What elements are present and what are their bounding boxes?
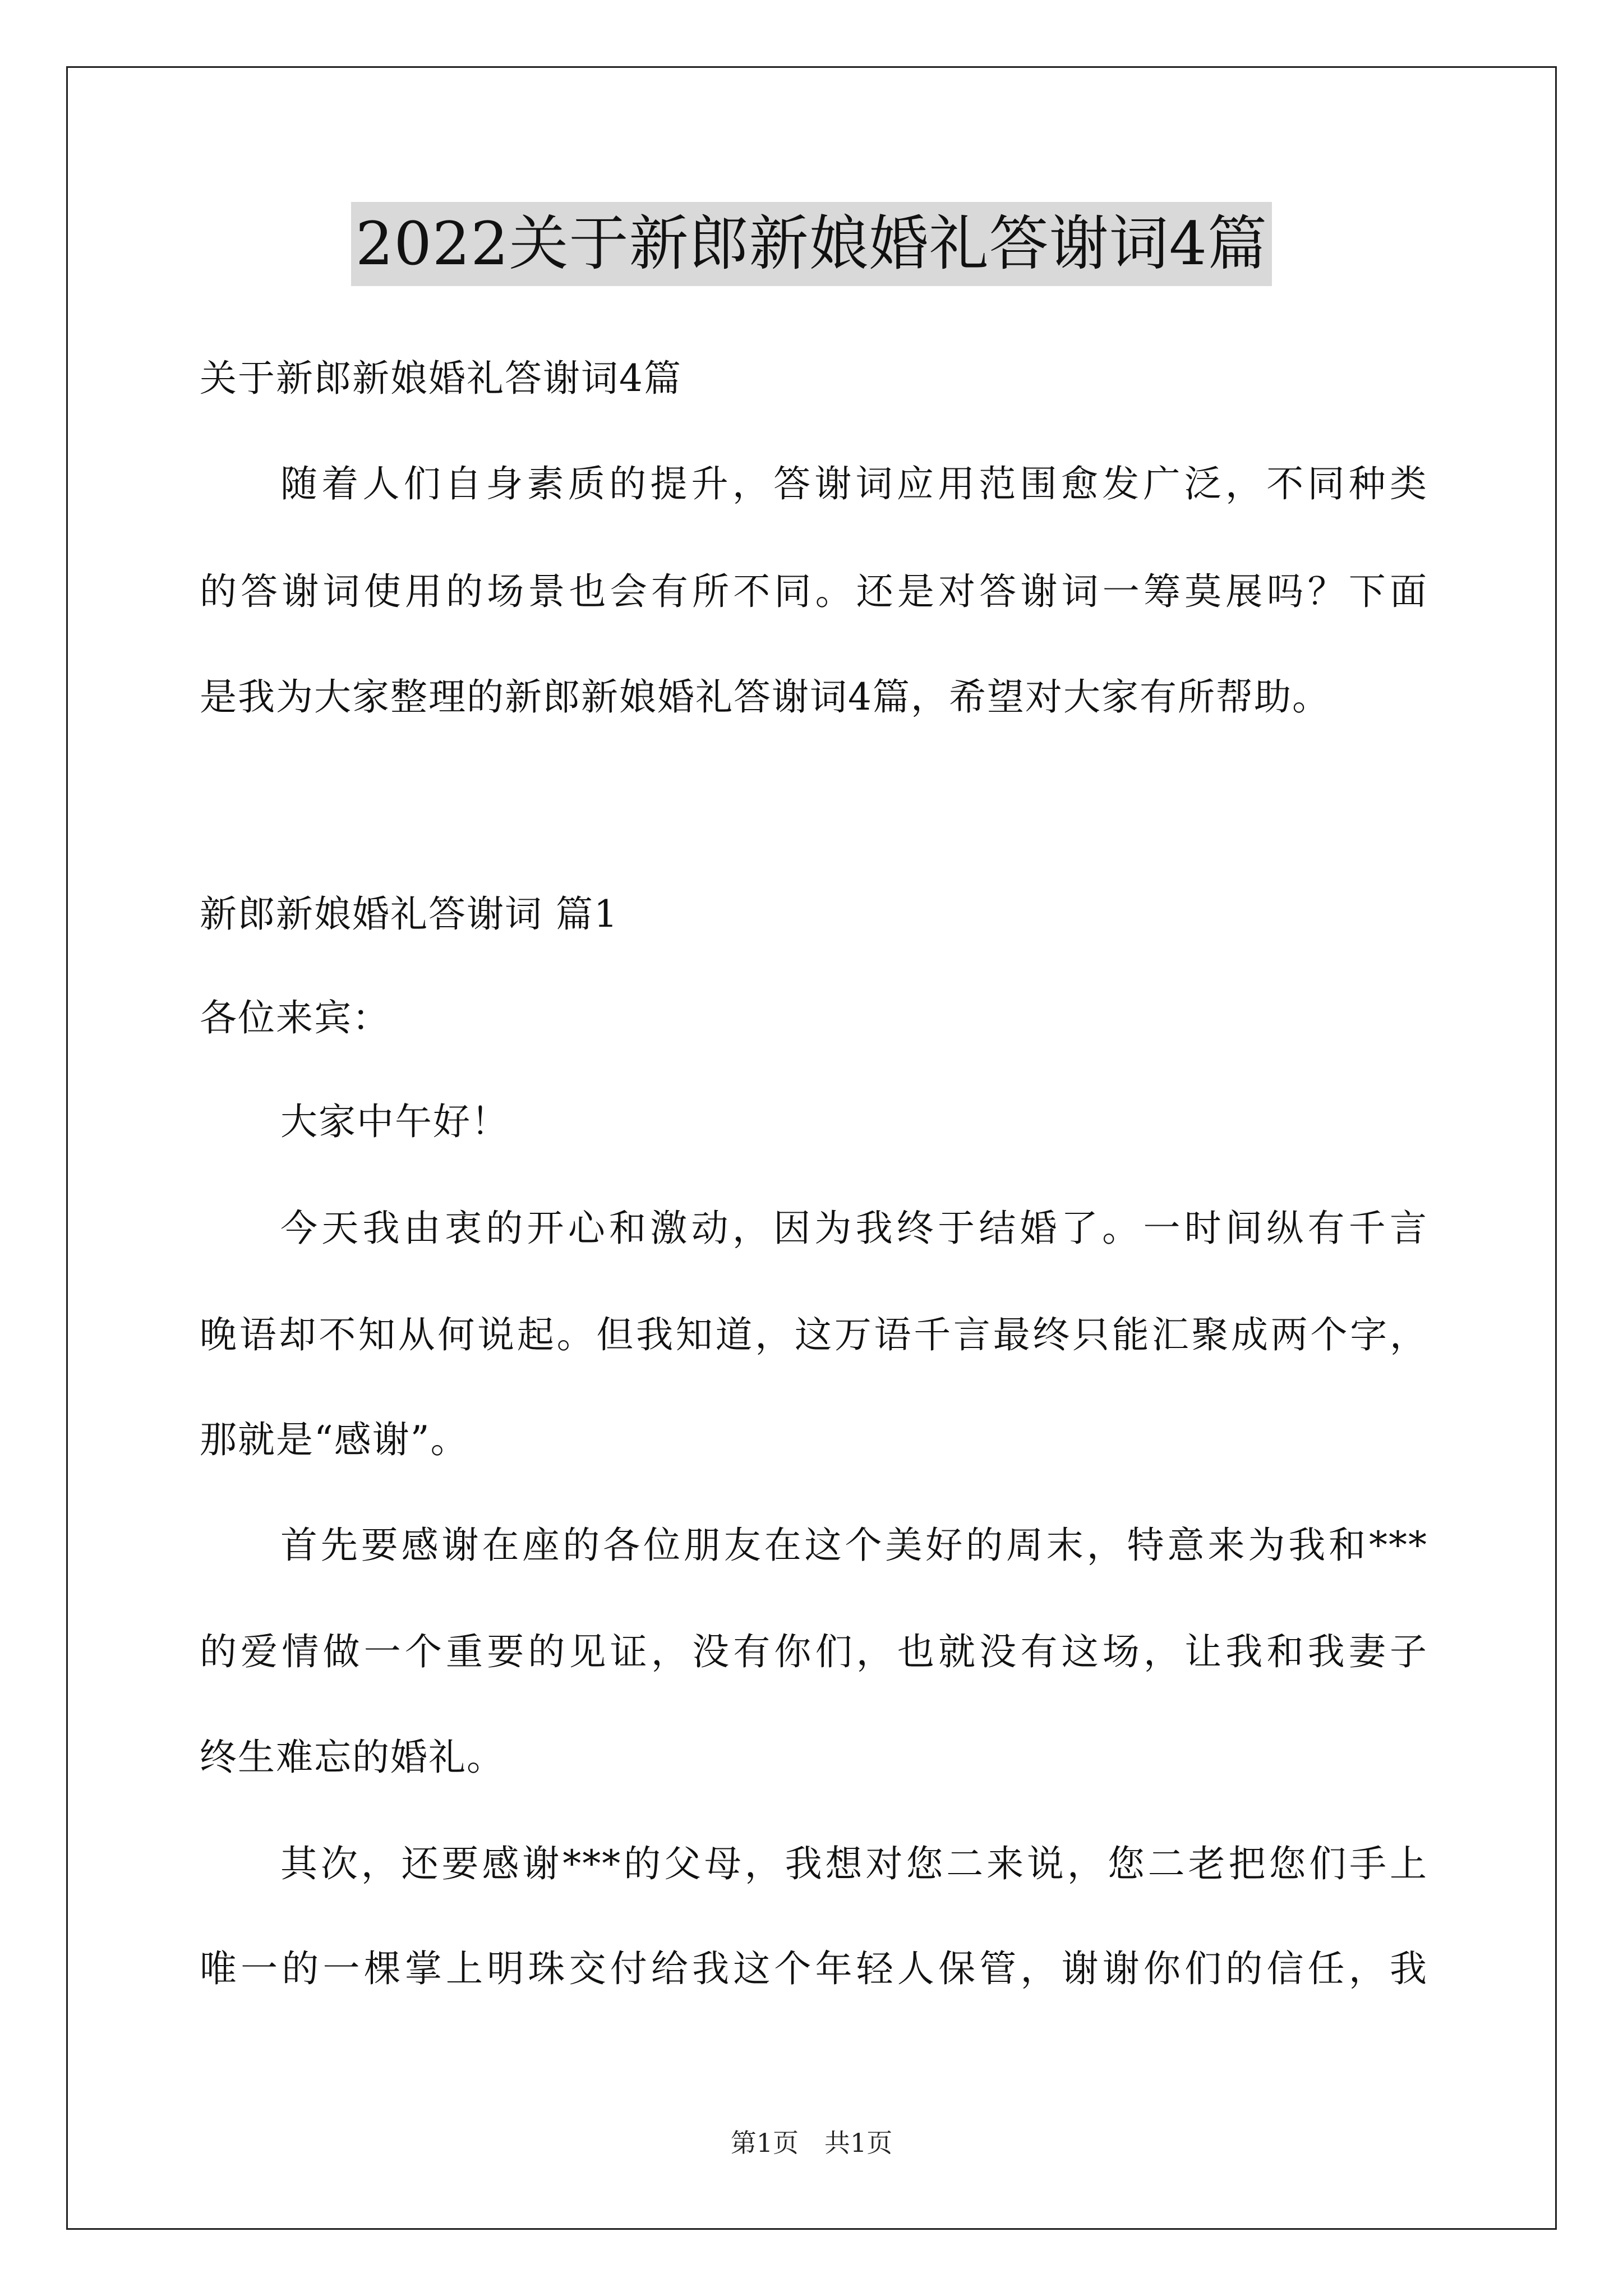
para2-line-1: 首先要感谢在座的各位朋友在这个美好的周末，特意来为我和***: [280, 1524, 1428, 1567]
section-heading: 新郎新娘婚礼答谢词 篇1: [200, 892, 619, 936]
title-container: [0, 202, 1623, 286]
intro-line-3: 是我为大家整理的新郎新娘婚礼答谢词4篇，希望对大家有所帮助。: [200, 675, 1330, 719]
para1-line-3: 那就是“感谢”。: [200, 1418, 469, 1461]
intro-line-2: 的答谢词使用的场景也会有所不同。还是对答谢词一筹莫展吗？下面: [200, 570, 1428, 613]
para1-line-2: 晚语却不知从何说起。但我知道，这万语千言最终只能汇聚成两个字，: [200, 1313, 1428, 1356]
salutation: 各位来宾：: [200, 996, 390, 1039]
para3-line-2: 唯一的一棵掌上明珠交付给我这个年轻人保管，谢谢你们的信任，我: [200, 1947, 1428, 1990]
para2-line-3: 终生难忘的婚礼。: [200, 1736, 505, 1779]
page-footer: 第1页 共1页: [730, 2128, 893, 2158]
para1-line-1: 今天我由衷的开心和激动，因为我终于结婚了。一时间纵有千言: [280, 1207, 1428, 1250]
greeting: 大家中午好！: [280, 1100, 509, 1143]
intro-line-1: 随着人们自身素质的提升，答谢词应用范围愈发广泛，不同种类: [280, 462, 1428, 505]
para3-line-1: 其次，还要感谢***的父母，我想对您二来说，您二老把您们手上: [280, 1842, 1428, 1885]
para2-line-2: 的爱情做一个重要的见证，没有你们，也就没有这场，让我和我妻子: [200, 1630, 1428, 1673]
document-title: 2022关于新郎新娘婚礼答谢词4篇: [351, 202, 1272, 286]
document-subtitle: 关于新郎新娘婚礼答谢词4篇: [200, 357, 682, 400]
